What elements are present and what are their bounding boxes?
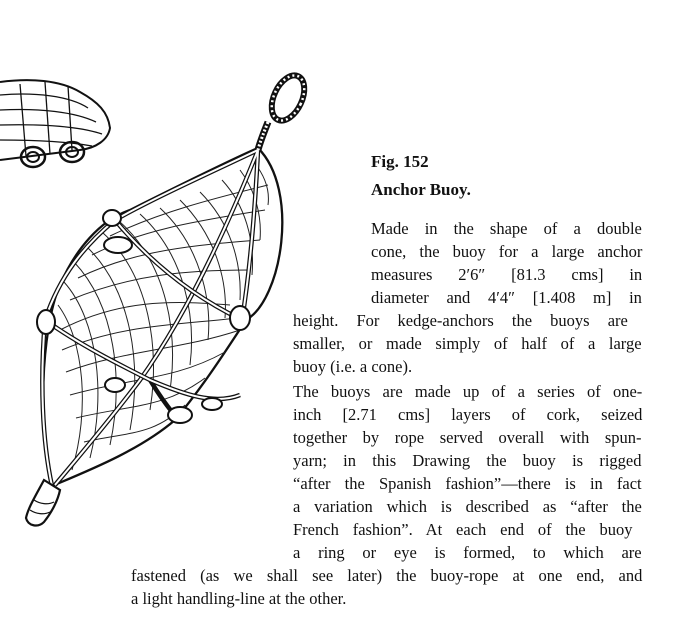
paragraph-2-line-3: together by rope served overall with spun- [293, 428, 642, 447]
paragraph-1-line-7: buoy (i.e. a cone). [293, 357, 413, 376]
paragraph-1-line-6: smaller, or made simply of half of a large [293, 334, 642, 353]
paragraph-2-line-5: “after the Spanish fashion”—there is in fact [293, 474, 642, 493]
figure-number: Fig. 152 [371, 152, 429, 171]
paragraph-2-line-7: French fashion”. At each end of the buoy [293, 520, 633, 539]
buoy-body [37, 148, 282, 486]
paragraph-1-line-5: height. For kedge-anchors the buoys are [293, 311, 628, 330]
paragraph-2-line-6: a variation which is described as “after the [293, 497, 642, 516]
paragraph-2-line-2: inch [2.71 cms] layers of cork, seized [293, 405, 643, 424]
paragraph-1-line-3: measures 2′6″ [81.3 cms] in [371, 265, 643, 284]
bottom-eye [26, 480, 60, 525]
paragraph-2-line-9: fastened (as we shall see later) the buoy-rope at one end, and [131, 566, 643, 585]
paragraph-2-line-10: a light handling-line at the other. [131, 589, 347, 608]
paragraph-1-line-1: Made in the shape of a double [371, 219, 642, 238]
figure-title: Anchor Buoy. [371, 180, 471, 199]
paragraph-2-line-8: a ring or eye is formed, to which are [293, 543, 642, 562]
partial-float-drawing [0, 80, 110, 167]
paragraph-1-line-4: diameter and 4′4″ [1.408 m] in [371, 288, 642, 307]
top-ring [258, 70, 311, 150]
paragraph-2-line-4: yarn; in this Drawing the buoy is rigged [293, 451, 642, 470]
paragraph-1-line-2: cone, the buoy for a large anchor [371, 242, 643, 261]
paragraph-2-line-1: The buoys are made up of a series of one- [293, 382, 643, 401]
